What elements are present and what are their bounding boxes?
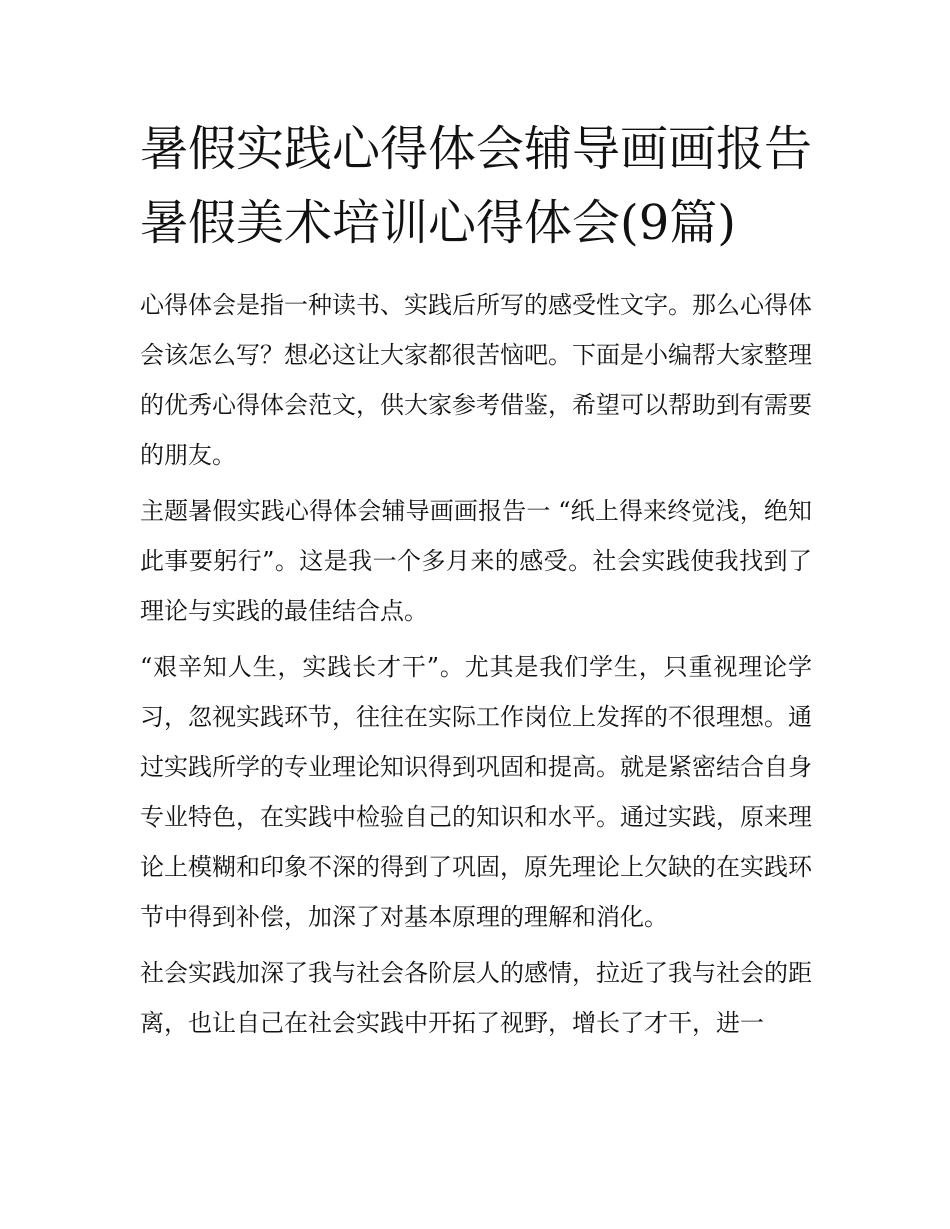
document-content xyxy=(140,112,812,1054)
paragraph-practice: “艰辛知人生，实践长才干”。尤其是我们学生，只重视理论学习，忽视实践环节，往往在实际工作岗位上发挥的不很理想。通过实践所学的专业理论知识得到巩固和提高。就是紧密结合自身专业特色，在实践中检验自己的知识和水平。通过实践，原来理论上模糊和印象不深的得到了巩固，原先理论上欠缺的在实践环节中得到补偿，加深了对基本原理的理解和消化。 xyxy=(140,653,812,931)
paragraph-report-one: 主题暑假实践心得体会辅导画画报告一 “纸上得来终觉浅，绝知此事要躬行”。这是我一个多月来的感受。社会实践使我找到了理论与实践的最佳结合点。 xyxy=(140,497,812,625)
paragraph-society: 社会实践加深了我与社会各阶层人的感情，拉近了我与社会的距离，也让自己在社会实践中开拓了视野，增长了才干，进一 xyxy=(140,959,812,1037)
paragraph-intro: 心得体会是指一种读书、实践后所写的感受性文字。那么心得体会该怎么写？想必这让大家都很苦恼吧。下面是小编帮大家整理的优秀心得体会范文，供大家参考借鉴，希望可以帮助到有需要的朋友。 xyxy=(140,291,812,469)
document-title: 暑假实践心得体会辅导画画报告 暑假美术培训心得体会(9篇) xyxy=(140,121,813,251)
document-body xyxy=(140,280,812,1048)
